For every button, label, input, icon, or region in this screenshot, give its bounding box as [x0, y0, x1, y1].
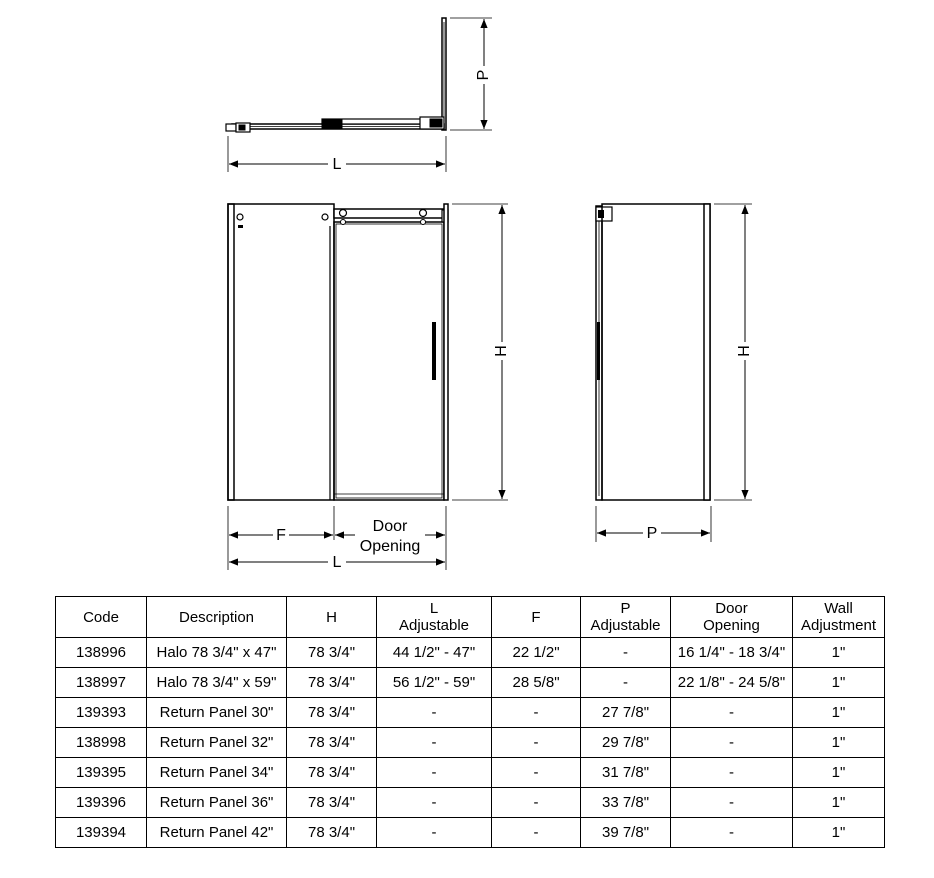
- table-row: [56, 788, 885, 818]
- table-cell: 139393: [56, 698, 147, 728]
- table-row: [56, 818, 885, 848]
- table-cell: -: [671, 728, 793, 758]
- front-h-label: H: [493, 345, 511, 357]
- table-cell: 28 5/8": [492, 668, 581, 698]
- table-cell: 78 3/4": [287, 788, 377, 818]
- front-view: [228, 204, 511, 570]
- column-header-line1: Code: [83, 608, 119, 626]
- table-cell: 39 7/8": [581, 818, 671, 848]
- table-cell: 138997: [56, 668, 147, 698]
- table-cell: -: [671, 698, 793, 728]
- table-cell: 56 1/2" - 59": [377, 668, 492, 698]
- table-cell: 33 7/8": [581, 788, 671, 818]
- table-cell: 22 1/2": [492, 638, 581, 668]
- table-cell: -: [377, 698, 492, 728]
- spec-table-header: [56, 597, 885, 638]
- column-header-line1: F: [531, 608, 541, 626]
- table-cell: -: [671, 758, 793, 788]
- table-row: [56, 638, 885, 668]
- top-view: [226, 18, 492, 172]
- spec-table: [55, 596, 885, 848]
- column-header-line1: H: [326, 608, 337, 626]
- table-cell: -: [377, 818, 492, 848]
- side-view: [596, 204, 752, 542]
- header-row: [56, 597, 885, 638]
- door-opening-label-line2: Opening: [359, 538, 421, 556]
- top-p-label: P: [475, 69, 493, 81]
- column-header-line1: Wall: [824, 600, 853, 617]
- table-cell: 1": [793, 668, 885, 698]
- table-cell: 1": [793, 758, 885, 788]
- table-cell: 1": [793, 788, 885, 818]
- table-cell: -: [377, 728, 492, 758]
- column-header: [671, 597, 793, 638]
- table-cell: Return Panel 30": [147, 698, 287, 728]
- column-header-line1: Description: [178, 608, 255, 626]
- table-cell: -: [492, 728, 581, 758]
- table-row: [56, 698, 885, 728]
- table-cell: 78 3/4": [287, 728, 377, 758]
- side-h-label: H: [736, 345, 754, 357]
- table-cell: Return Panel 42": [147, 818, 287, 848]
- table-cell: 1": [793, 728, 885, 758]
- table-cell: 78 3/4": [287, 818, 377, 848]
- table-cell: -: [581, 638, 671, 668]
- table-cell: Return Panel 34": [147, 758, 287, 788]
- column-header: [56, 597, 147, 638]
- table-cell: 78 3/4": [287, 698, 377, 728]
- table-cell: 78 3/4": [287, 638, 377, 668]
- table-cell: 44 1/2" - 47": [377, 638, 492, 668]
- table-cell: Return Panel 32": [147, 728, 287, 758]
- column-header-line1: P: [620, 600, 631, 617]
- table-cell: 1": [793, 638, 885, 668]
- front-l-label: L: [332, 554, 342, 572]
- table-cell: Halo 78 3/4" x 47": [147, 638, 287, 668]
- front-f-label: F: [276, 527, 286, 545]
- table-cell: -: [671, 788, 793, 818]
- table-cell: 31 7/8": [581, 758, 671, 788]
- table-cell: 1": [793, 818, 885, 848]
- table-cell: 16 1/4" - 18 3/4": [671, 638, 793, 668]
- table-row: [56, 728, 885, 758]
- table-cell: -: [377, 758, 492, 788]
- table-cell: -: [671, 818, 793, 848]
- column-header-line2: Opening: [703, 617, 760, 634]
- table-cell: -: [492, 758, 581, 788]
- table-cell: 29 7/8": [581, 728, 671, 758]
- table-cell: 138998: [56, 728, 147, 758]
- table-cell: 138996: [56, 638, 147, 668]
- column-header: [492, 597, 581, 638]
- table-cell: 22 1/8" - 24 5/8": [671, 668, 793, 698]
- column-header: [581, 597, 671, 638]
- table-cell: Halo 78 3/4" x 59": [147, 668, 287, 698]
- side-p-label: P: [646, 525, 658, 543]
- door-opening-label-line1: Door: [372, 518, 408, 536]
- column-header-line1: L: [429, 600, 439, 617]
- table-cell: 139396: [56, 788, 147, 818]
- spec-table-body: [56, 638, 885, 848]
- table-row: [56, 758, 885, 788]
- table-cell: 139394: [56, 818, 147, 848]
- table-cell: 27 7/8": [581, 698, 671, 728]
- table-cell: 1": [793, 698, 885, 728]
- table-cell: 78 3/4": [287, 758, 377, 788]
- column-header-line2: Adjustment: [800, 617, 877, 634]
- table-cell: -: [492, 788, 581, 818]
- column-header: [793, 597, 885, 638]
- column-header-line2: Adjustable: [590, 617, 661, 634]
- column-header-line2: Adjustable: [398, 617, 470, 634]
- column-header: [377, 597, 492, 638]
- table-cell: -: [377, 788, 492, 818]
- table-cell: 78 3/4": [287, 668, 377, 698]
- table-cell: -: [581, 668, 671, 698]
- column-header: [147, 597, 287, 638]
- table-cell: -: [492, 698, 581, 728]
- column-header: [287, 597, 377, 638]
- top-l-label: L: [332, 156, 342, 174]
- table-row: [56, 668, 885, 698]
- table-cell: Return Panel 36": [147, 788, 287, 818]
- table-cell: 139395: [56, 758, 147, 788]
- column-header-line1: Door: [715, 600, 748, 617]
- table-cell: -: [492, 818, 581, 848]
